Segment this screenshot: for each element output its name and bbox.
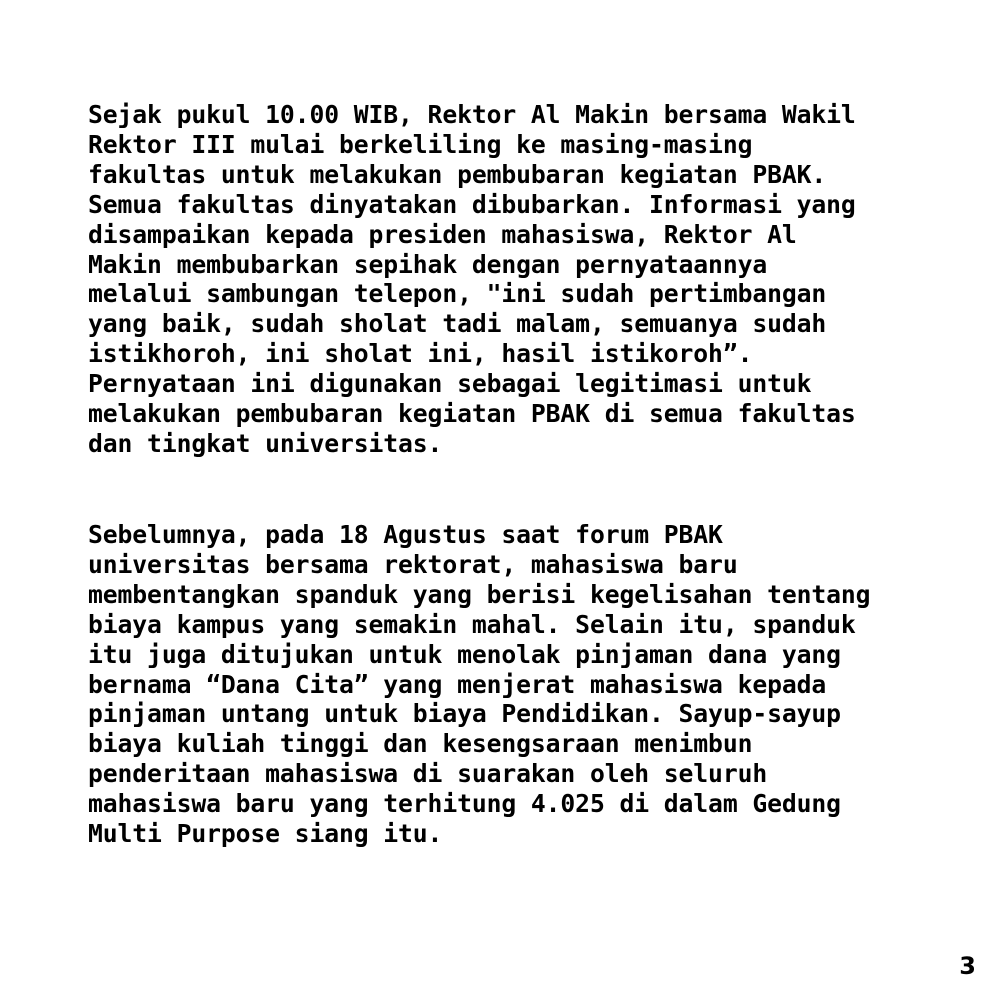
paragraph-line: fakultas untuk melakukan pembubaran kegiatan PBAK. [88, 159, 827, 189]
paragraph-line: penderitaan mahasiswa di suarakan oleh seluruh [88, 759, 768, 789]
paragraph-line: pinjaman untang untuk biaya Pendidikan. Sayup-sayup [88, 699, 841, 729]
paragraph-line: mahasiswa baru yang terhitung 4.025 di dalam Gedung [88, 789, 841, 819]
paragraph-line: yang baik, sudah sholat tadi malam, semuanya sudah [88, 309, 827, 339]
page-number: 3 [959, 952, 976, 980]
paragraph-line: universitas bersama rektorat, mahasiswa baru [88, 549, 738, 579]
paragraph-line: bernama “Dana Cita” yang menjerat mahasiswa kepada [88, 669, 827, 699]
paragraph-1 [88, 100, 928, 459]
paragraph-line: biaya kuliah tinggi dan kesengsaraan menimbun [88, 729, 753, 759]
paragraph-line: Rektor III mulai berkeliling ke masing-masing [88, 129, 753, 159]
paragraph-line: membentangkan spanduk yang berisi kegelisahan tentang [88, 579, 871, 609]
paragraph-line: biaya kampus yang semakin mahal. Selain itu, spanduk [88, 609, 856, 639]
paragraph-line: Sebelumnya, pada 18 Agustus saat forum PBAK [88, 520, 723, 549]
paragraph-line: Multi Purpose siang itu. [88, 819, 443, 849]
paragraph-line: disampaikan kepada presiden mahasiswa, Rektor Al [88, 219, 797, 249]
paragraph-line: melakukan pembubaran kegiatan PBAK di semua fakultas [88, 399, 856, 429]
paragraph-line: dan tingkat universitas. [88, 428, 443, 458]
paragraph-line: istikhoroh, ini sholat ini, hasil istikoroh”. [88, 339, 753, 369]
paragraph-line: Semua fakultas dinyatakan dibubarkan. Informasi yang [88, 189, 856, 219]
paragraph-line: Pernyataan ini digunakan sebagai legitimasi untuk [88, 369, 812, 399]
paragraph-2 [88, 520, 928, 849]
paragraph-line: Makin membubarkan sepihak dengan pernyataannya [88, 249, 768, 279]
paragraph-line: melalui sambungan telepon, "ini sudah pertimbangan [88, 279, 827, 309]
paragraph-line: itu juga ditujukan untuk menolak pinjaman dana yang [88, 639, 841, 669]
paragraph-line: Sejak pukul 10.00 WIB, Rektor Al Makin bersama Wakil [88, 100, 856, 129]
